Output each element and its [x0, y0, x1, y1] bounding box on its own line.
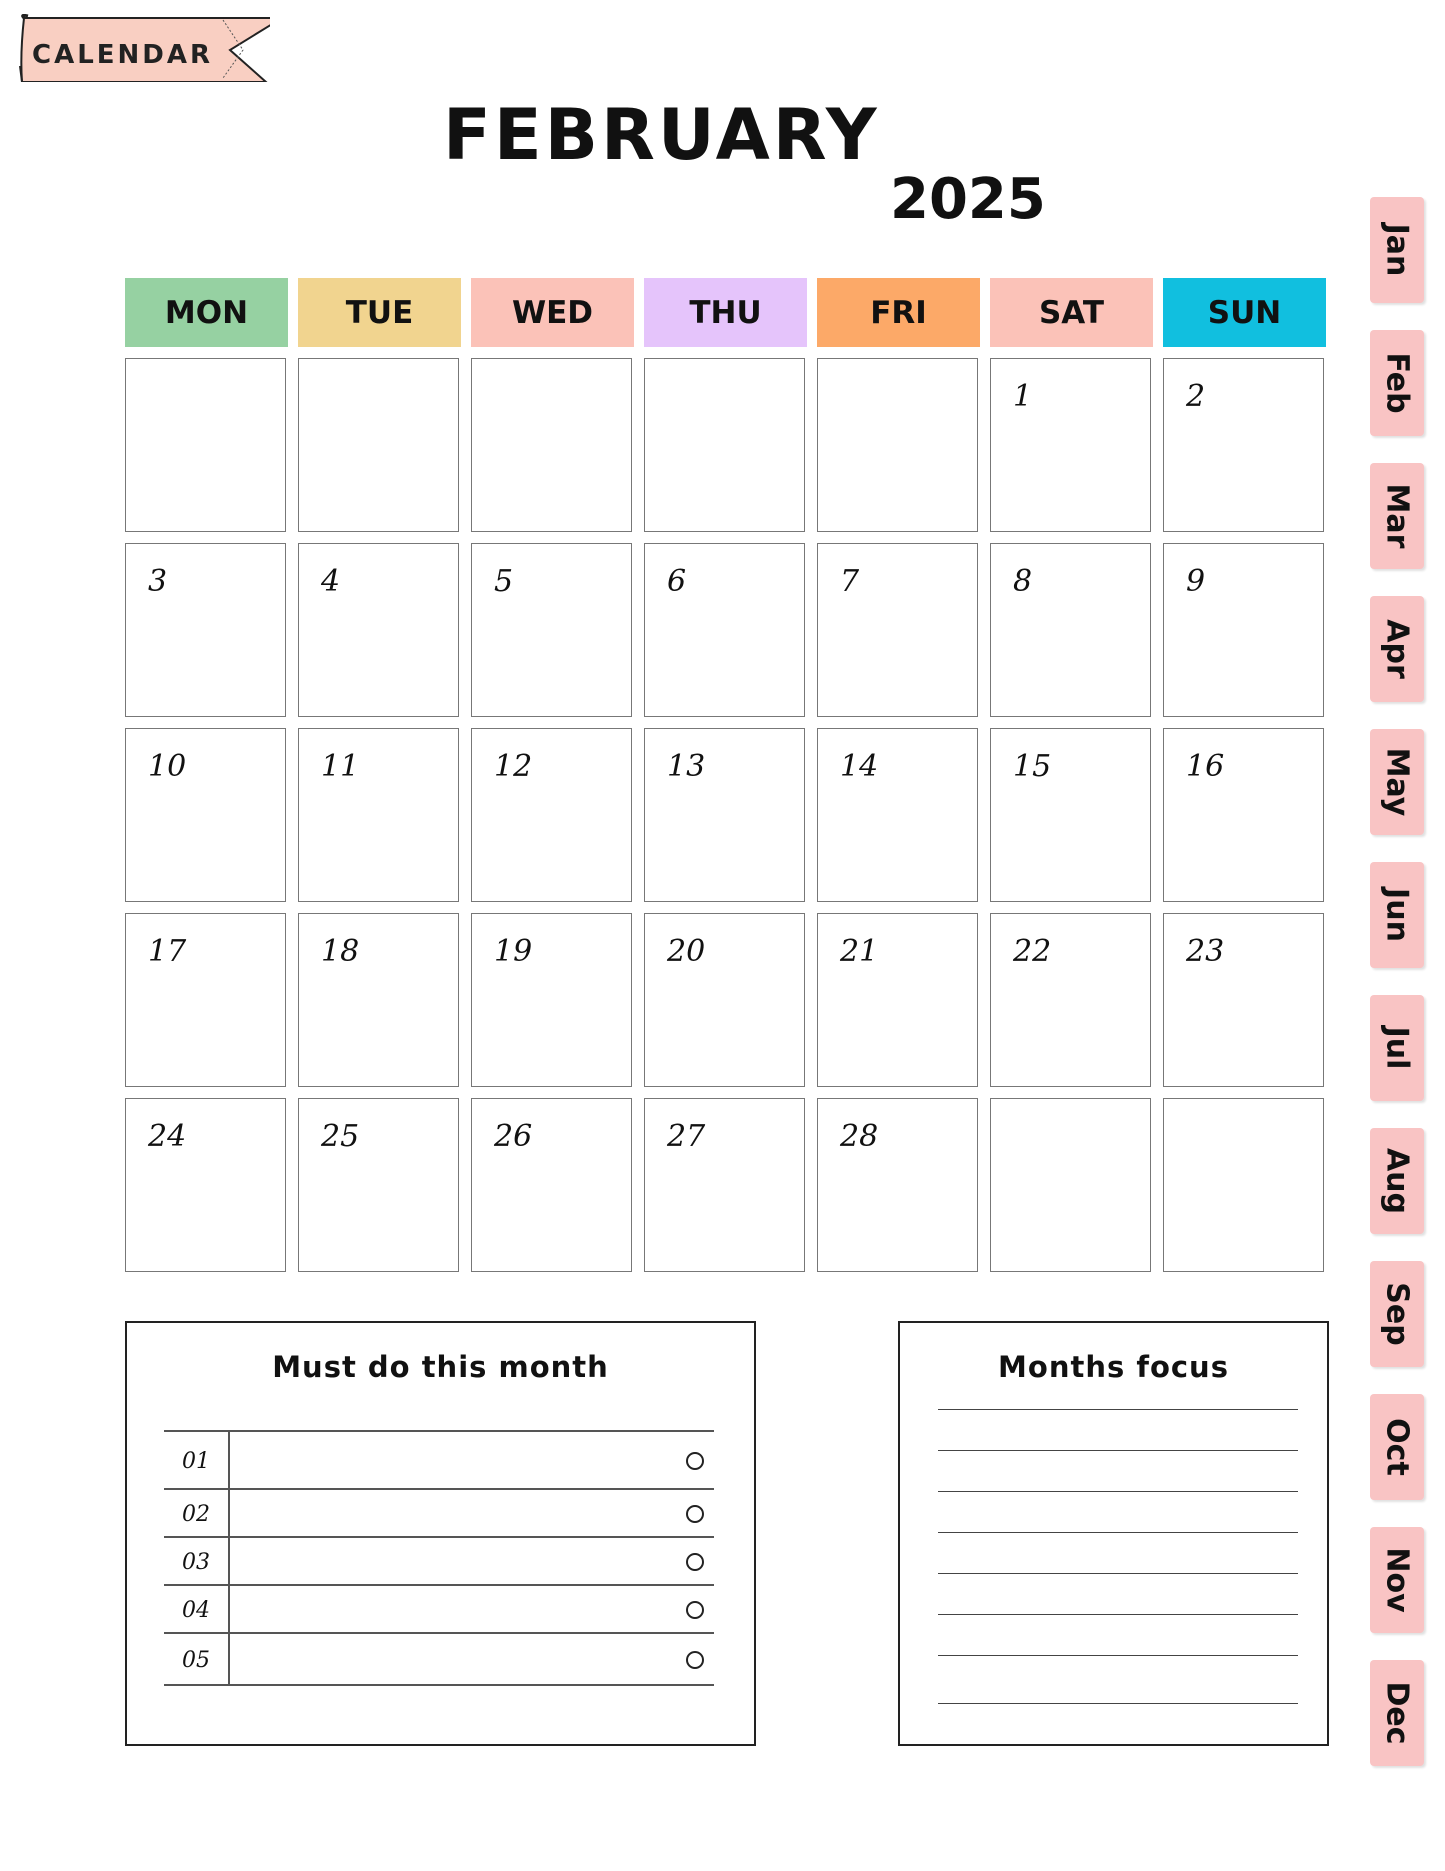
- month-tab-jul[interactable]: [1370, 995, 1424, 1101]
- day-cell-1[interactable]: [990, 358, 1151, 532]
- month-tab-label: Jan: [1379, 223, 1415, 277]
- day-number: 9: [1186, 564, 1206, 599]
- month-tab-mar[interactable]: [1370, 463, 1424, 569]
- focus-writing-line[interactable]: [938, 1532, 1298, 1533]
- day-number: 17: [148, 934, 187, 969]
- day-cell-3[interactable]: [125, 543, 286, 717]
- day-number: 28: [840, 1119, 879, 1154]
- month-tab-label: Feb: [1379, 352, 1415, 414]
- month-title: FEBRUARY: [443, 94, 880, 176]
- todo-number: 02: [164, 1490, 230, 1538]
- day-cell-24[interactable]: [125, 1098, 286, 1272]
- month-tab-nov[interactable]: [1370, 1527, 1424, 1633]
- day-number: 19: [494, 934, 533, 969]
- day-cell-26[interactable]: [471, 1098, 632, 1272]
- month-tab-may[interactable]: [1370, 729, 1424, 835]
- month-tab-sep[interactable]: [1370, 1261, 1424, 1367]
- focus-writing-line[interactable]: [938, 1409, 1298, 1410]
- month-tab-label: May: [1379, 747, 1415, 817]
- empty-day-cell[interactable]: [298, 358, 459, 532]
- todo-row[interactable]: [164, 1430, 714, 1490]
- todo-number: 01: [164, 1432, 230, 1490]
- todo-number: 03: [164, 1538, 230, 1586]
- day-cell-17[interactable]: [125, 913, 286, 1087]
- day-cell-13[interactable]: [644, 728, 805, 902]
- month-tab-oct[interactable]: [1370, 1394, 1424, 1500]
- focus-writing-line[interactable]: [938, 1450, 1298, 1451]
- day-cell-12[interactable]: [471, 728, 632, 902]
- todo-checkbox[interactable]: [686, 1553, 704, 1571]
- todo-checkbox[interactable]: [686, 1505, 704, 1523]
- todo-number: 04: [164, 1586, 230, 1634]
- must-do-box: [125, 1321, 756, 1746]
- month-tab-dec[interactable]: [1370, 1660, 1424, 1766]
- day-cell-8[interactable]: [990, 543, 1151, 717]
- banner-label: CALENDAR: [32, 40, 214, 70]
- todo-number: 05: [164, 1634, 230, 1686]
- weekday-sat: SAT: [990, 278, 1153, 347]
- month-tab-jun[interactable]: [1370, 862, 1424, 968]
- todo-row[interactable]: [164, 1632, 714, 1686]
- todo-bottom-line: [164, 1684, 714, 1686]
- month-tab-feb[interactable]: [1370, 330, 1424, 436]
- day-number: 10: [148, 749, 187, 784]
- day-cell-7[interactable]: [817, 543, 978, 717]
- empty-day-cell[interactable]: [471, 358, 632, 532]
- month-tab-apr[interactable]: [1370, 596, 1424, 702]
- month-tab-label: Sep: [1379, 1282, 1415, 1346]
- day-cell-21[interactable]: [817, 913, 978, 1087]
- must-do-title: Must do this month: [272, 1350, 609, 1384]
- day-cell-5[interactable]: [471, 543, 632, 717]
- weekday-thu: THU: [644, 278, 807, 347]
- day-number: 22: [1013, 934, 1052, 969]
- month-tab-label: Aug: [1379, 1147, 1415, 1215]
- year-title: 2025: [890, 167, 1046, 232]
- todo-checkbox[interactable]: [686, 1601, 704, 1619]
- day-number: 14: [840, 749, 879, 784]
- day-cell-28[interactable]: [817, 1098, 978, 1272]
- todo-checkbox[interactable]: [686, 1651, 704, 1669]
- empty-day-cell[interactable]: [1163, 1098, 1324, 1272]
- month-tab-label: Jul: [1379, 1026, 1415, 1070]
- empty-day-cell[interactable]: [644, 358, 805, 532]
- day-cell-16[interactable]: [1163, 728, 1324, 902]
- day-number: 4: [321, 564, 341, 599]
- weekday-tue: TUE: [298, 278, 461, 347]
- day-number: 26: [494, 1119, 533, 1154]
- day-cell-27[interactable]: [644, 1098, 805, 1272]
- focus-writing-line[interactable]: [938, 1491, 1298, 1492]
- weekday-fri: FRI: [817, 278, 980, 347]
- day-cell-19[interactable]: [471, 913, 632, 1087]
- todo-row[interactable]: [164, 1536, 714, 1586]
- weekday-sun: SUN: [1163, 278, 1326, 347]
- day-number: 7: [840, 564, 860, 599]
- day-number: 20: [667, 934, 706, 969]
- month-tab-label: Nov: [1379, 1547, 1415, 1613]
- day-number: 27: [667, 1119, 706, 1154]
- day-number: 18: [321, 934, 360, 969]
- day-cell-22[interactable]: [990, 913, 1151, 1087]
- month-tab-aug[interactable]: [1370, 1128, 1424, 1234]
- month-tab-label: Dec: [1379, 1681, 1415, 1745]
- todo-checkbox[interactable]: [686, 1452, 704, 1470]
- empty-day-cell[interactable]: [990, 1098, 1151, 1272]
- month-tab-jan[interactable]: [1370, 197, 1424, 303]
- day-cell-9[interactable]: [1163, 543, 1324, 717]
- focus-writing-line[interactable]: [938, 1703, 1298, 1704]
- day-number: 13: [667, 749, 706, 784]
- focus-box: [898, 1321, 1329, 1746]
- month-tab-label: Oct: [1379, 1418, 1415, 1476]
- focus-writing-line[interactable]: [938, 1614, 1298, 1615]
- day-number: 11: [321, 749, 360, 784]
- day-number: 2: [1186, 379, 1206, 414]
- weekday-mon: MON: [125, 278, 288, 347]
- day-number: 15: [1013, 749, 1052, 784]
- day-number: 3: [148, 564, 168, 599]
- day-cell-4[interactable]: [298, 543, 459, 717]
- day-number: 16: [1186, 749, 1225, 784]
- day-number: 12: [494, 749, 533, 784]
- day-cell-6[interactable]: [644, 543, 805, 717]
- day-number: 5: [494, 564, 514, 599]
- empty-day-cell[interactable]: [817, 358, 978, 532]
- day-number: 8: [1013, 564, 1033, 599]
- focus-writing-line[interactable]: [938, 1573, 1298, 1574]
- day-cell-23[interactable]: [1163, 913, 1324, 1087]
- month-tab-label: Jun: [1379, 888, 1415, 942]
- month-tab-label: Apr: [1379, 619, 1415, 679]
- day-number: 24: [148, 1119, 187, 1154]
- day-cell-18[interactable]: [298, 913, 459, 1087]
- day-number: 23: [1186, 934, 1225, 969]
- day-number: 6: [667, 564, 687, 599]
- day-cell-14[interactable]: [817, 728, 978, 902]
- todo-row[interactable]: [164, 1488, 714, 1538]
- day-cell-20[interactable]: [644, 913, 805, 1087]
- empty-day-cell[interactable]: [125, 358, 286, 532]
- weekday-wed: WED: [471, 278, 634, 347]
- todo-row[interactable]: [164, 1584, 714, 1634]
- focus-writing-line[interactable]: [938, 1655, 1298, 1656]
- month-tab-label: Mar: [1379, 483, 1415, 549]
- focus-title: Months focus: [998, 1350, 1229, 1384]
- day-cell-25[interactable]: [298, 1098, 459, 1272]
- day-number: 1: [1013, 379, 1033, 414]
- day-cell-11[interactable]: [298, 728, 459, 902]
- calendar-banner: [18, 14, 270, 82]
- day-cell-2[interactable]: [1163, 358, 1324, 532]
- day-number: 21: [840, 934, 879, 969]
- day-cell-10[interactable]: [125, 728, 286, 902]
- day-cell-15[interactable]: [990, 728, 1151, 902]
- day-number: 25: [321, 1119, 360, 1154]
